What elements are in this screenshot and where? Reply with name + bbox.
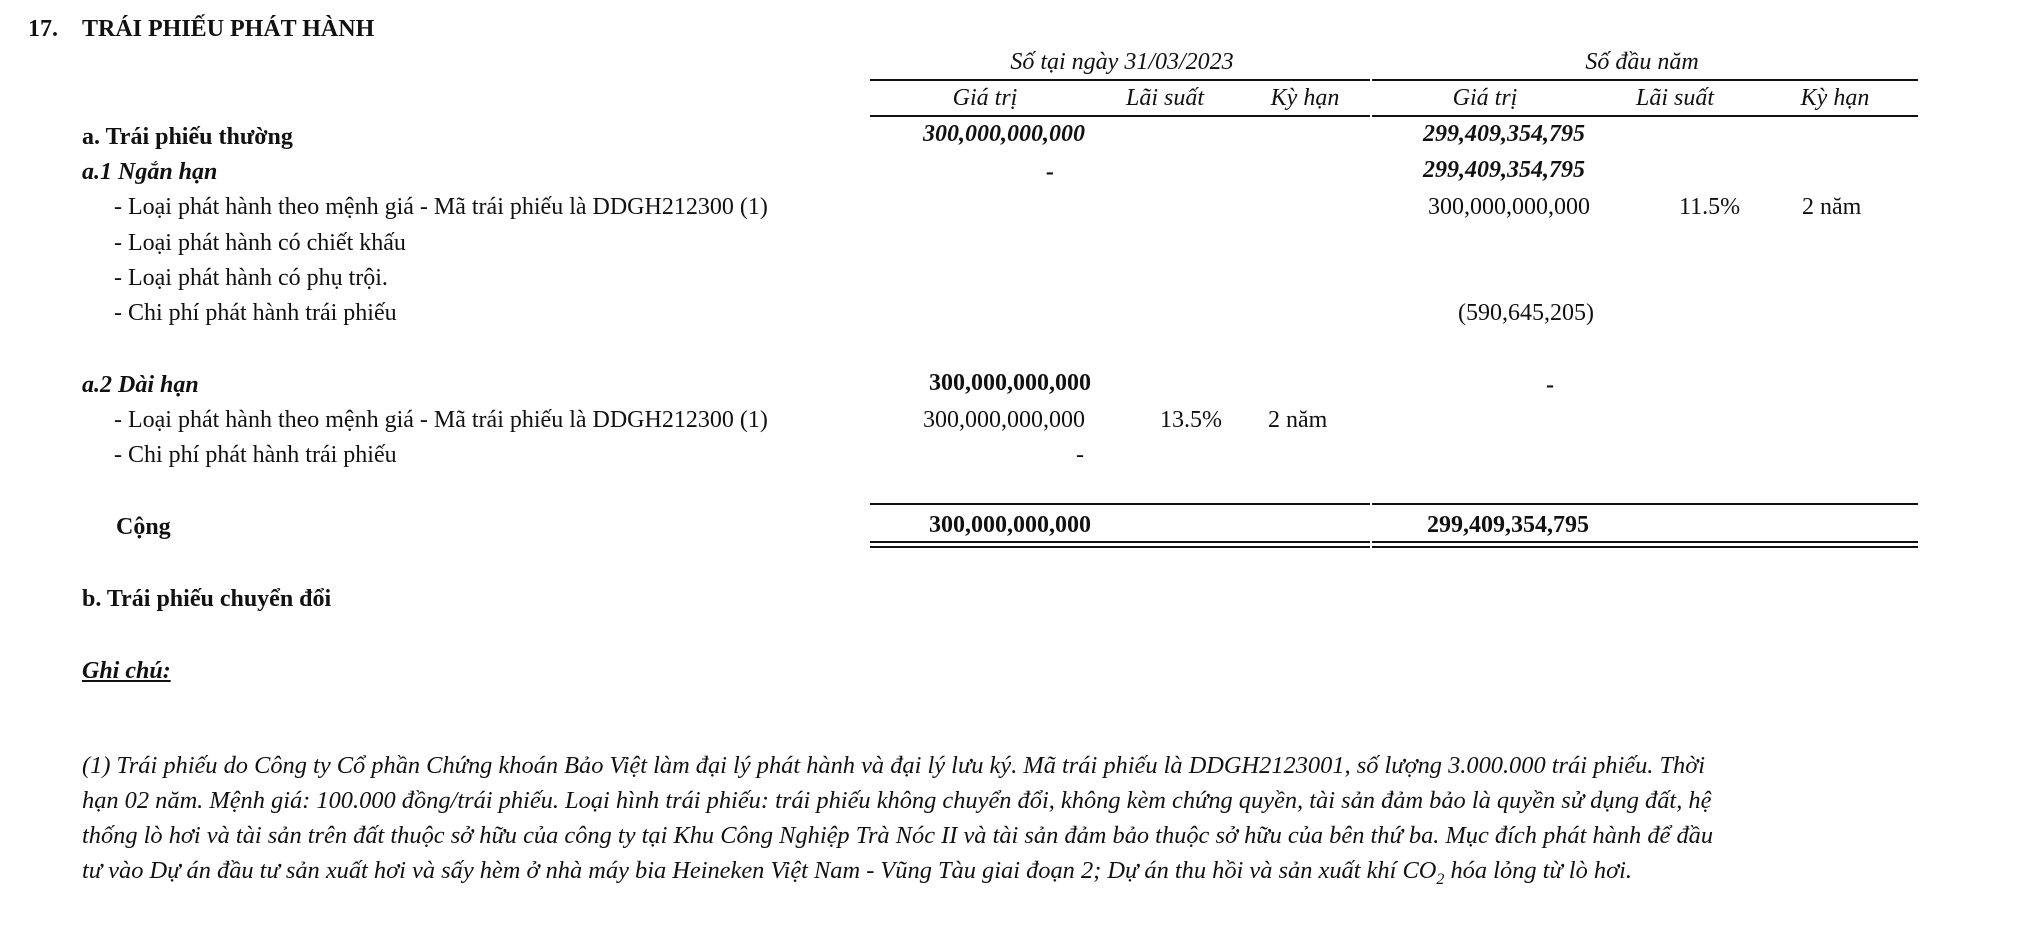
row-a1-label: a.1 Ngắn hạn [82,159,218,185]
row-a1-current-value: - [1046,159,1054,185]
row-a1-par-opening-value: 300,000,000,000 [1428,194,1590,220]
col-header-current-rule [870,115,1370,117]
col-header-opening-rule [1372,115,1918,117]
total-bottom-rule2-current [870,546,1370,548]
row-a-current-value: 300,000,000,000 [923,121,1085,147]
header-group-current: Số tại ngày 31/03/2023 [1010,49,1234,75]
row-a2-par-current-rate: 13.5% [1160,407,1222,433]
notes-line-4-pre: tư vào Dự án đầu tư sản xuất hơi và sấy hèm ở nhà máy bia Heineken Việt Nam - Vũng Tàu giai đoạn 2; Dự án thu hồi và sản xuất khí CO [82,857,1437,884]
row-a2-par-current-value: 300,000,000,000 [923,407,1085,433]
notes-line-2: hạn 02 năm. Mệnh giá: 100.000 đồng/trái phiếu. Loại hình trái phiếu: trái phiếu không chuyển đổi, không kèm chứng quyền, tài sản đảm bảo là quyền sử dụng đất, hệ [82,787,1712,814]
row-a2-opening-value: - [1546,372,1554,398]
notes-heading: Ghi chú: [82,658,171,684]
total-opening-value: 299,409,354,795 [1427,512,1589,538]
row-a1-cost-opening-value: (590,645,205) [1458,300,1594,326]
row-a1-cost-label: - Chi phí phát hành trái phiếu [114,300,397,326]
notes-line-3: thống lò hơi và tài sản trên đất thuộc sở hữu của công ty tại Khu Công Nghiệp Trà Nóc II và tài sản đảm bảo thuộc sở hữu của bên thứ ba. Mục đích phát hành để đầu [82,822,1714,849]
section-number: 17. [28,16,58,42]
notes-line-1: (1) Trái phiếu do Công ty Cổ phần Chứng khoán Bảo Việt làm đại lý phát hành và đại lý lưu ký. Mã trái phiếu là DDGH2123001, số lượng 3.000.000 trái phiếu. Thời [82,752,1706,779]
col-header-current-value: Giá trị [952,85,1018,111]
col-header-current-rate: Lãi suất [1125,85,1205,111]
col-header-opening-rate: Lãi suất [1635,85,1715,111]
row-a1-par-label: - Loại phát hành theo mệnh giá - Mã trái phiếu là DDGH212300 (1) [114,194,768,220]
header-group-opening-rule [1372,79,1918,81]
row-a2-label: a.2 Dài hạn [82,372,199,398]
row-a-label: a. Trái phiếu thường [82,124,293,150]
total-bottom-rule1-opening [1372,541,1918,543]
row-a1-discount-label: - Loại phát hành có chiết khấu [114,230,406,256]
header-group-opening: Số đầu năm [1585,49,1699,75]
row-a2-par-label: - Loại phát hành theo mệnh giá - Mã trái phiếu là DDGH212300 (1) [114,407,768,433]
row-a1-par-opening-rate: 11.5% [1679,194,1741,220]
row-b-label: b. Trái phiếu chuyển đổi [82,586,332,612]
row-a2-cost-label: - Chi phí phát hành trái phiếu [114,442,397,468]
row-a1-par-opening-term: 2 năm [1802,194,1862,220]
col-header-current-term: Kỳ hạn [1270,85,1340,111]
header-group-current-rule [870,79,1370,81]
total-bottom-rule2-opening [1372,546,1918,548]
section-title: TRÁI PHIẾU PHÁT HÀNH [82,16,375,42]
total-top-rule-current [870,503,1370,505]
notes-line-4 [82,853,1962,897]
total-current-value: 300,000,000,000 [929,512,1091,538]
row-a1-opening-value: 299,409,354,795 [1423,157,1585,183]
row-a-opening-value: 299,409,354,795 [1423,121,1585,147]
notes-paragraph [82,748,1962,897]
row-a1-premium-label: - Loại phát hành có phụ trội. [114,265,388,291]
total-top-rule-opening [1372,503,1918,505]
row-a2-current-value: 300,000,000,000 [929,370,1091,396]
col-header-opening-value: Giá trị [1452,85,1518,111]
notes-line-4-subscript: 2 [1436,870,1445,888]
total-bottom-rule1-current [870,541,1370,543]
col-header-opening-term: Kỳ hạn [1800,85,1870,111]
total-label: Cộng [116,514,171,540]
row-a2-par-current-term: 2 năm [1268,407,1328,433]
notes-line-4-post: hóa lỏng từ lò hơi. [1444,857,1632,884]
row-a2-cost-current-value: - [1076,442,1084,468]
